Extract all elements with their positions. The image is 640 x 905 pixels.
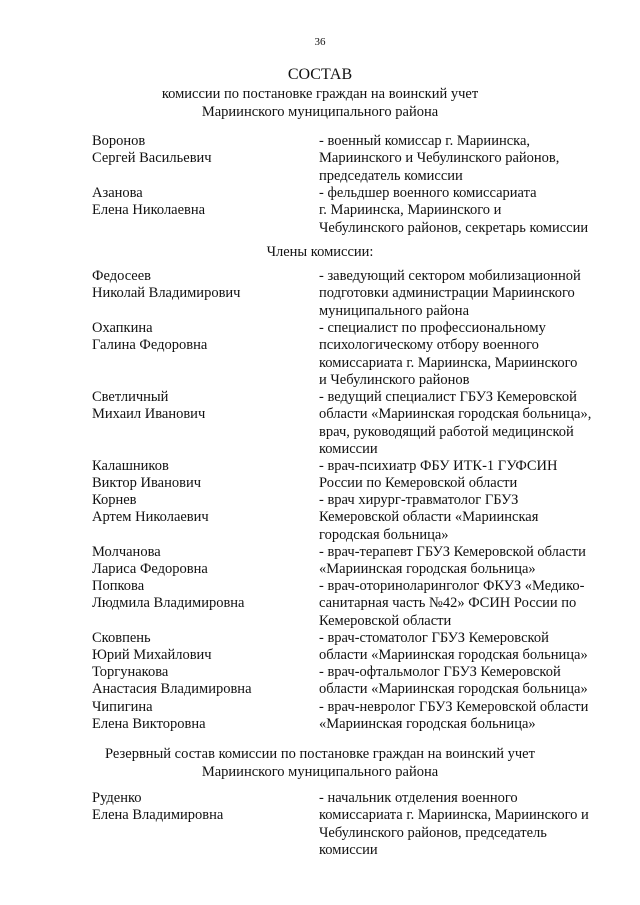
person-role: - военный комиссар г. Мариинска, Мариинского и Чебулинского районов, председатель комиссии	[319, 133, 560, 184]
page-number: 36	[314, 36, 326, 48]
person-role: - врач-офтальмолог ГБУЗ Кемеровской области «Мариинская городская больница»	[319, 664, 588, 698]
document-title: СОСТАВ	[287, 66, 353, 83]
person-name: Федосеев Николай Владимирович	[92, 268, 241, 302]
person-name: Калашников Виктор Иванович	[92, 458, 202, 492]
person-name: Воронов Сергей Васильевич	[92, 133, 212, 167]
person-name: Попкова Людмила Владимировна	[92, 578, 245, 612]
person-name: Охапкина Галина Федоровна	[92, 320, 208, 354]
person-role: - фельдшер военного комиссариата г. Мариинска, Мариинского и Чебулинского районов, секретарь комиссии	[319, 185, 589, 236]
person-name: Торгунакова Анастасия Владимировна	[92, 664, 252, 698]
person-role: - врач-невролог ГБУЗ Кемеровской области «Мариинская городская больница»	[319, 699, 589, 733]
reserve-heading-line-1: Резервный состав комиссии по постановке граждан на воинский учет	[105, 746, 535, 762]
document-subtitle-line-1: комиссии по постановке граждан на воинский учет	[161, 86, 479, 102]
person-role: - врач-терапевт ГБУЗ Кемеровской области «Мариинская городская больница»	[319, 544, 586, 578]
person-role: - врач хирург-травматолог ГБУЗ Кемеровской области «Мариинская городская больница»	[319, 492, 539, 543]
person-role: - врач-психиатр ФБУ ИТК-1 ГУФСИН России по Кемеровской области	[319, 458, 558, 492]
members-heading: Члены комиссии:	[266, 244, 374, 260]
person-role: - ведущий специалист ГБУЗ Кемеровской области «Мариинская городская больница», врач, руководящий работой медицинской комиссии	[319, 389, 592, 457]
person-role: - заведующий сектором мобилизационной подготовки администрации Мариинского муниципального района	[319, 268, 581, 319]
person-role: - врач-стоматолог ГБУЗ Кемеровской области «Мариинская городская больница»	[319, 630, 588, 664]
person-role: - врач-оториноларинголог ФКУЗ «Медико- санитарная часть №42» ФСИН России по Кемеровской области	[319, 578, 585, 629]
person-role: - начальник отделения военного комиссариата г. Мариинска, Мариинского и Чебулинского районов, председатель комиссии	[319, 790, 589, 858]
person-name: Руденко Елена Владимировна	[92, 790, 224, 824]
person-name: Чипигина Елена Викторовна	[92, 699, 206, 733]
person-role: - специалист по профессиональному психологическому отбору военного комиссариата г. Мариинска, Мариинского и Чебулинского районов	[319, 320, 578, 388]
person-name: Корнев Артем Николаевич	[92, 492, 209, 526]
document-subtitle-line-2: Мариинского муниципального района	[201, 104, 439, 120]
person-name: Азанова Елена Николаевна	[92, 185, 206, 219]
person-name: Светличный Михаил Иванович	[92, 389, 206, 423]
person-name: Молчанова Лариса Федоровна	[92, 544, 208, 578]
reserve-heading-line-2: Мариинского муниципального района	[201, 764, 439, 780]
person-name: Сковпень Юрий Михайлович	[92, 630, 212, 664]
